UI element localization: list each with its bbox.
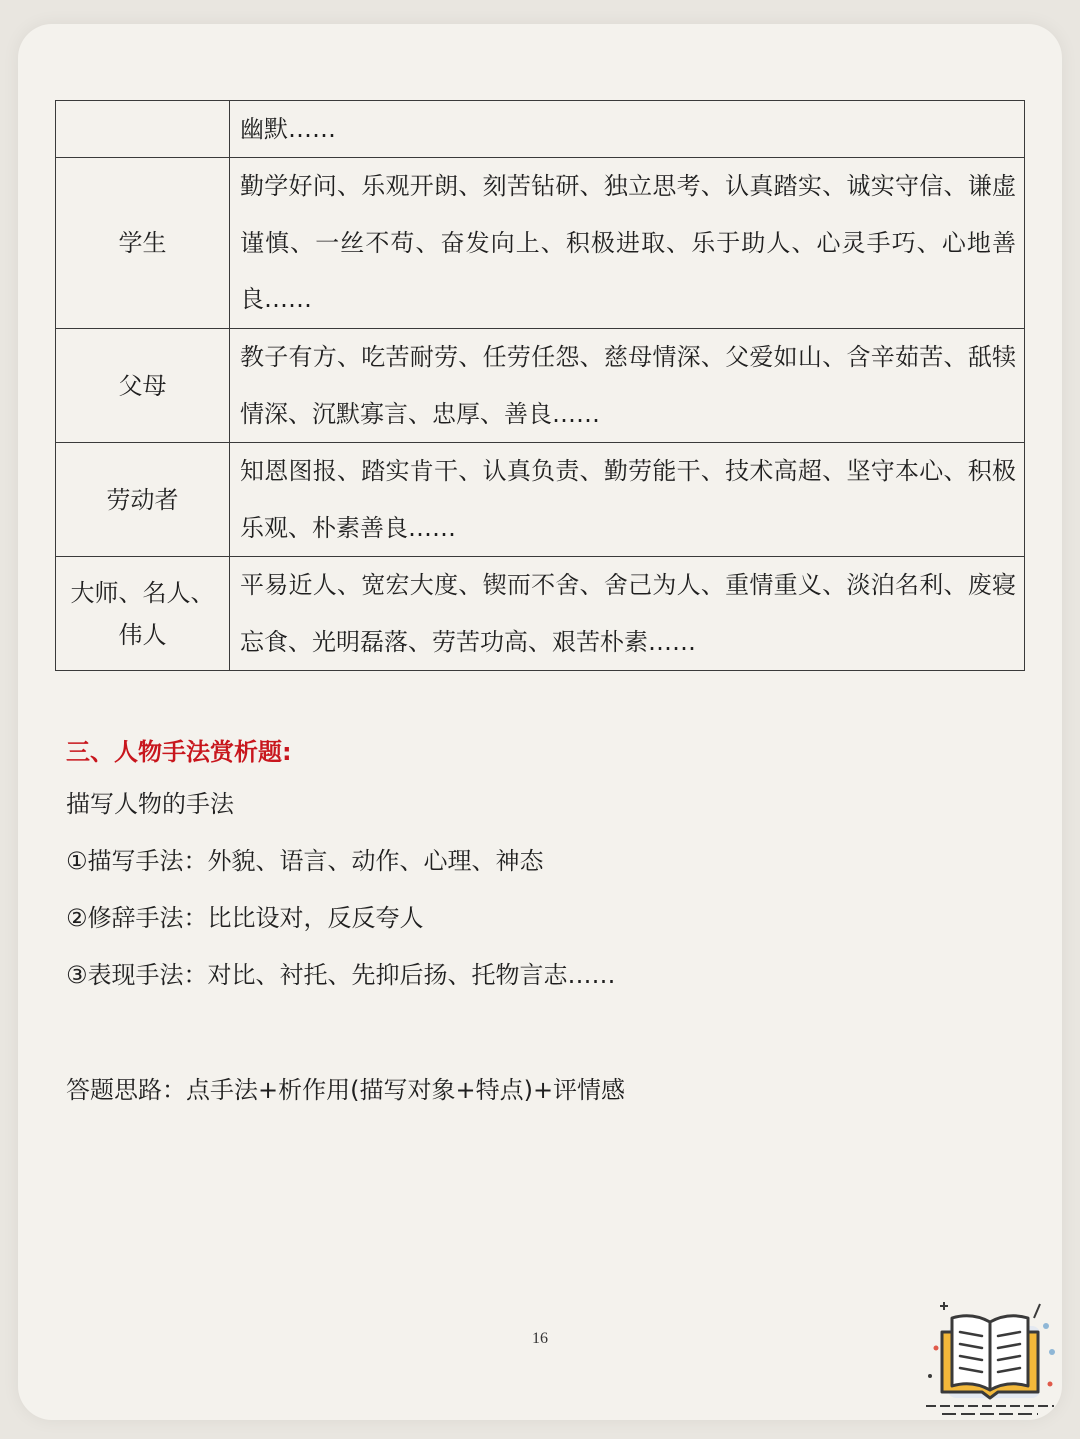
- open-book-icon: [922, 1296, 1058, 1420]
- character-traits-table: [55, 100, 1025, 671]
- section-heading: 三、人物手法赏析题:: [66, 738, 292, 766]
- page-number: 16: [532, 1330, 548, 1347]
- section-subtitle: 描写人物的手法: [66, 790, 234, 818]
- traits-cell: 平易近人、宽宏大度、锲而不舍、舍己为人、重情重义、淡泊名利、废寝忘食、光明磊落、劳苦功高、艰苦朴素……: [230, 557, 1025, 671]
- table-row: [56, 329, 1025, 443]
- traits-cell: 知恩图报、踏实肯干、认真负责、勤劳能干、技术高超、坚守本心、积极乐观、朴素善良……: [230, 443, 1025, 557]
- table-row: [56, 158, 1025, 329]
- role-label-line: 大师、名人、: [70, 578, 215, 607]
- technique-item: ①描写手法：外貌、语言、动作、心理、神态: [66, 847, 544, 875]
- table-row: [56, 557, 1025, 671]
- table-row: [56, 101, 1025, 158]
- section-three: [66, 728, 966, 1004]
- technique-item: ③表现手法：对比、衬托、先抑后扬、托物言志……: [66, 961, 616, 989]
- answer-approach: 答题思路：点手法+析作用(描写对象+特点)+评情感: [66, 1076, 626, 1104]
- role-cell: [56, 557, 230, 671]
- role-cell: 父母: [56, 329, 230, 443]
- traits-cell: 教子有方、吃苦耐劳、任劳任怨、慈母情深、父爱如山、含辛茹苦、舐犊情深、沉默寡言、忠厚、善良……: [230, 329, 1025, 443]
- traits-cell: 勤学好问、乐观开朗、刻苦钻研、独立思考、认真踏实、诚实守信、谦虚谨慎、一丝不苟、奋发向上、积极进取、乐于助人、心灵手巧、心地善良……: [230, 158, 1025, 329]
- role-cell: 劳动者: [56, 443, 230, 557]
- role-cell: [56, 101, 230, 158]
- technique-item: ②修辞手法：比比设对，反反夸人: [66, 904, 424, 932]
- table-row: [56, 443, 1025, 557]
- role-label-line: 伟人: [118, 620, 167, 649]
- role-cell: 学生: [56, 158, 230, 329]
- traits-cell: 幽默……: [230, 101, 1025, 158]
